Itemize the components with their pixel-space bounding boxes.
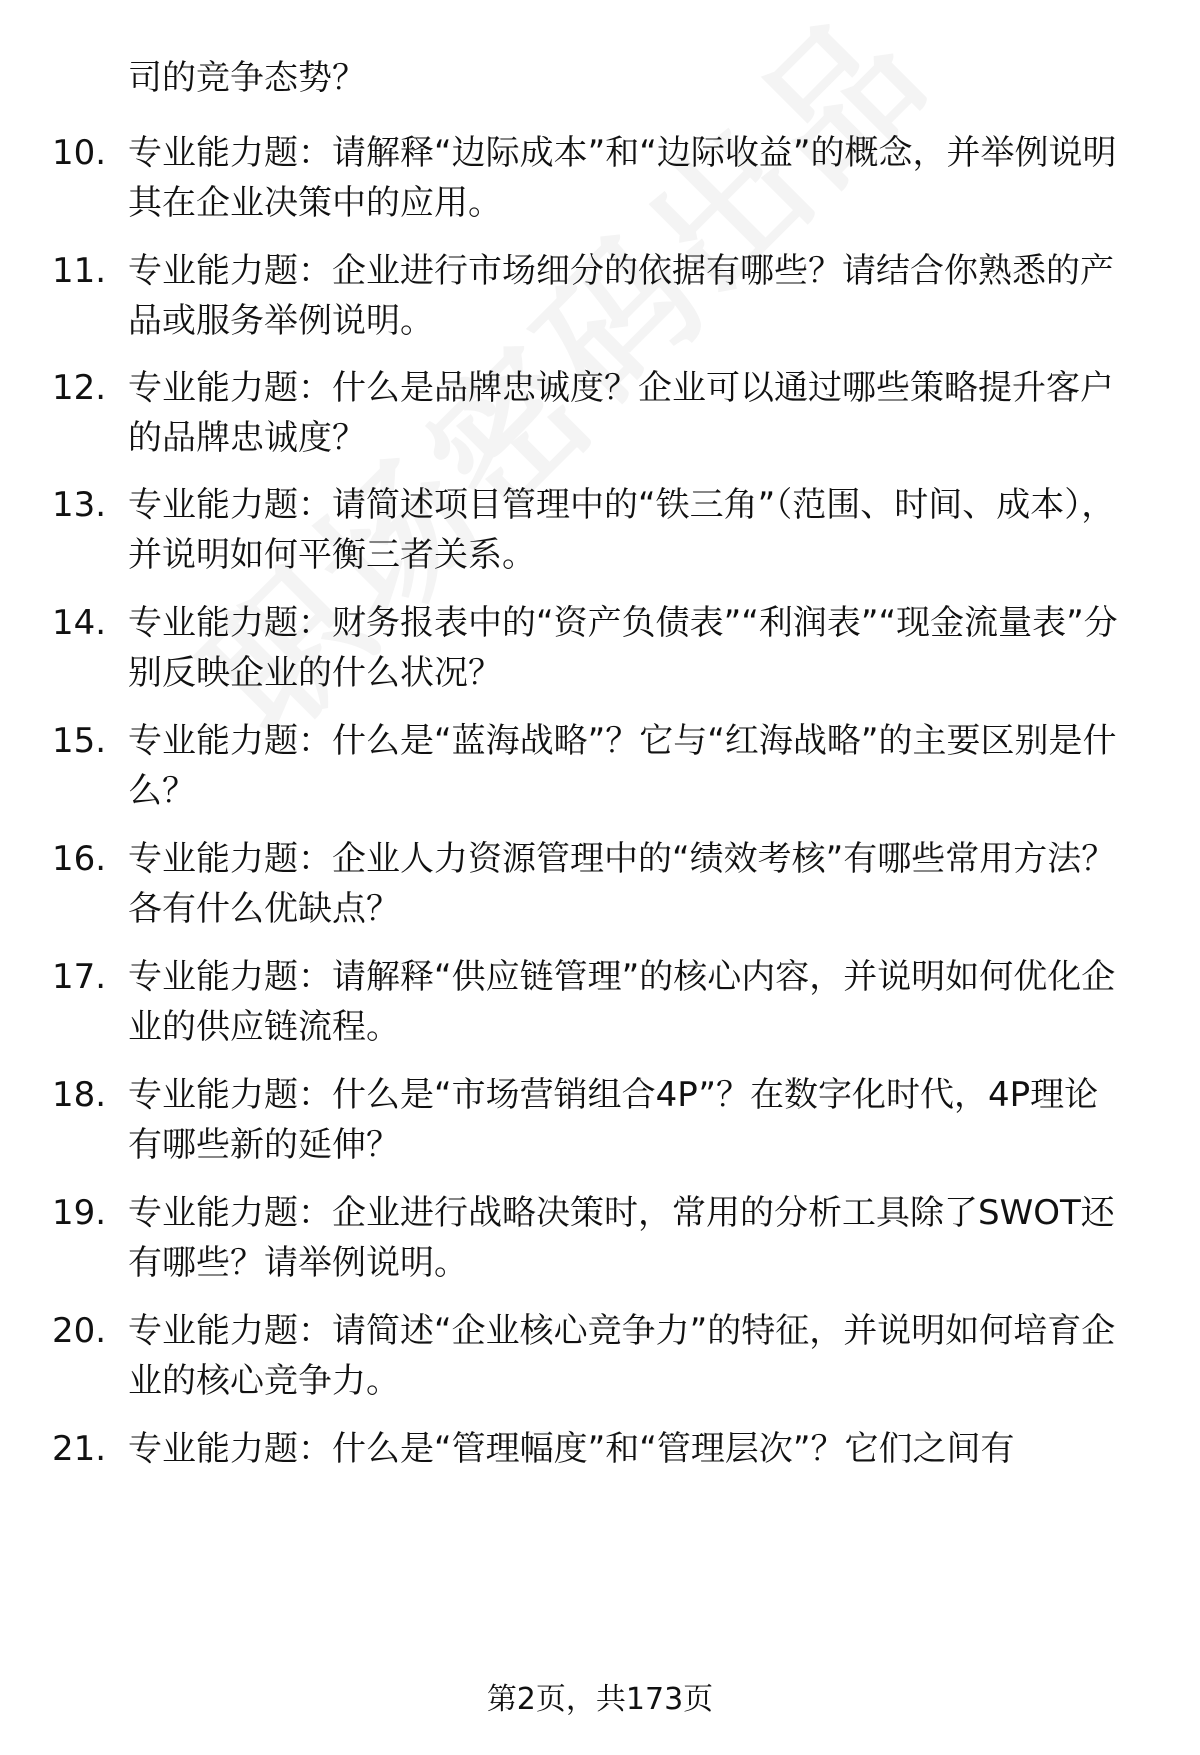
question-text: 专业能力题：什么是“蓝海战略”？它与“红海战略”的主要区别是什么？ bbox=[128, 721, 1117, 811]
question-text: 专业能力题：企业进行战略决策时，常用的分析工具除了SWOT还有哪些？请举例说明。 bbox=[128, 1193, 1115, 1283]
question-item bbox=[52, 363, 1132, 463]
question-item bbox=[52, 716, 1132, 816]
question-item bbox=[52, 1424, 1132, 1474]
question-item bbox=[52, 598, 1132, 698]
page-number-footer: 第2页，共173页 bbox=[486, 1682, 714, 1717]
question-text: 专业能力题：什么是“市场营销组合4P”？在数字化时代，4P理论有哪些新的延伸？ bbox=[128, 1075, 1099, 1165]
question-item bbox=[52, 1070, 1132, 1170]
question-number: 14. bbox=[52, 603, 107, 643]
question-text: 专业能力题：什么是“管理幅度”和“管理层次”？它们之间有 bbox=[128, 1429, 1015, 1469]
question-item bbox=[52, 128, 1132, 228]
question-number: 19. bbox=[52, 1193, 107, 1233]
question-number: 21. bbox=[52, 1429, 107, 1469]
question-item bbox=[52, 246, 1132, 346]
question-item bbox=[52, 834, 1132, 934]
question-number: 12. bbox=[52, 368, 107, 408]
question-number: 20. bbox=[52, 1311, 107, 1351]
question-number: 10. bbox=[52, 133, 107, 173]
question-item bbox=[52, 480, 1132, 580]
continued-text: 司的竞争态势？ bbox=[128, 58, 366, 98]
question-number: 15. bbox=[52, 721, 107, 761]
question-text: 专业能力题：请解释“边际成本”和“边际收益”的概念，并举例说明其在企业决策中的应用。 bbox=[128, 133, 1117, 223]
question-text: 专业能力题：请简述“企业核心竞争力”的特征，并说明如何培育企业的核心竞争力。 bbox=[128, 1311, 1116, 1401]
question-text: 专业能力题：企业人力资源管理中的“绩效考核”有哪些常用方法？各有什么优缺点？ bbox=[128, 839, 1116, 929]
question-number: 13. bbox=[52, 485, 107, 525]
question-number: 16. bbox=[52, 839, 107, 879]
question-item bbox=[52, 952, 1132, 1052]
question-number: 18. bbox=[52, 1075, 107, 1115]
question-number: 17. bbox=[52, 957, 107, 997]
question-text: 专业能力题：请解释“供应链管理”的核心内容，并说明如何优化企业的供应链流程。 bbox=[128, 957, 1116, 1047]
question-item bbox=[52, 1188, 1132, 1288]
question-text: 专业能力题：请简述项目管理中的“铁三角”（范围、时间、成本），并说明如何平衡三者关系。 bbox=[128, 485, 1116, 575]
question-number: 11. bbox=[52, 251, 107, 291]
question-text: 专业能力题：什么是品牌忠诚度？企业可以通过哪些策略提升客户的品牌忠诚度？ bbox=[128, 368, 1114, 458]
question-item bbox=[52, 1306, 1132, 1406]
question-text: 专业能力题：企业进行市场细分的依据有哪些？请结合你熟悉的产品或服务举例说明。 bbox=[128, 251, 1114, 341]
question-text: 专业能力题：财务报表中的“资产负债表”“利润表”“现金流量表”分别反映企业的什么状况？ bbox=[128, 603, 1118, 693]
